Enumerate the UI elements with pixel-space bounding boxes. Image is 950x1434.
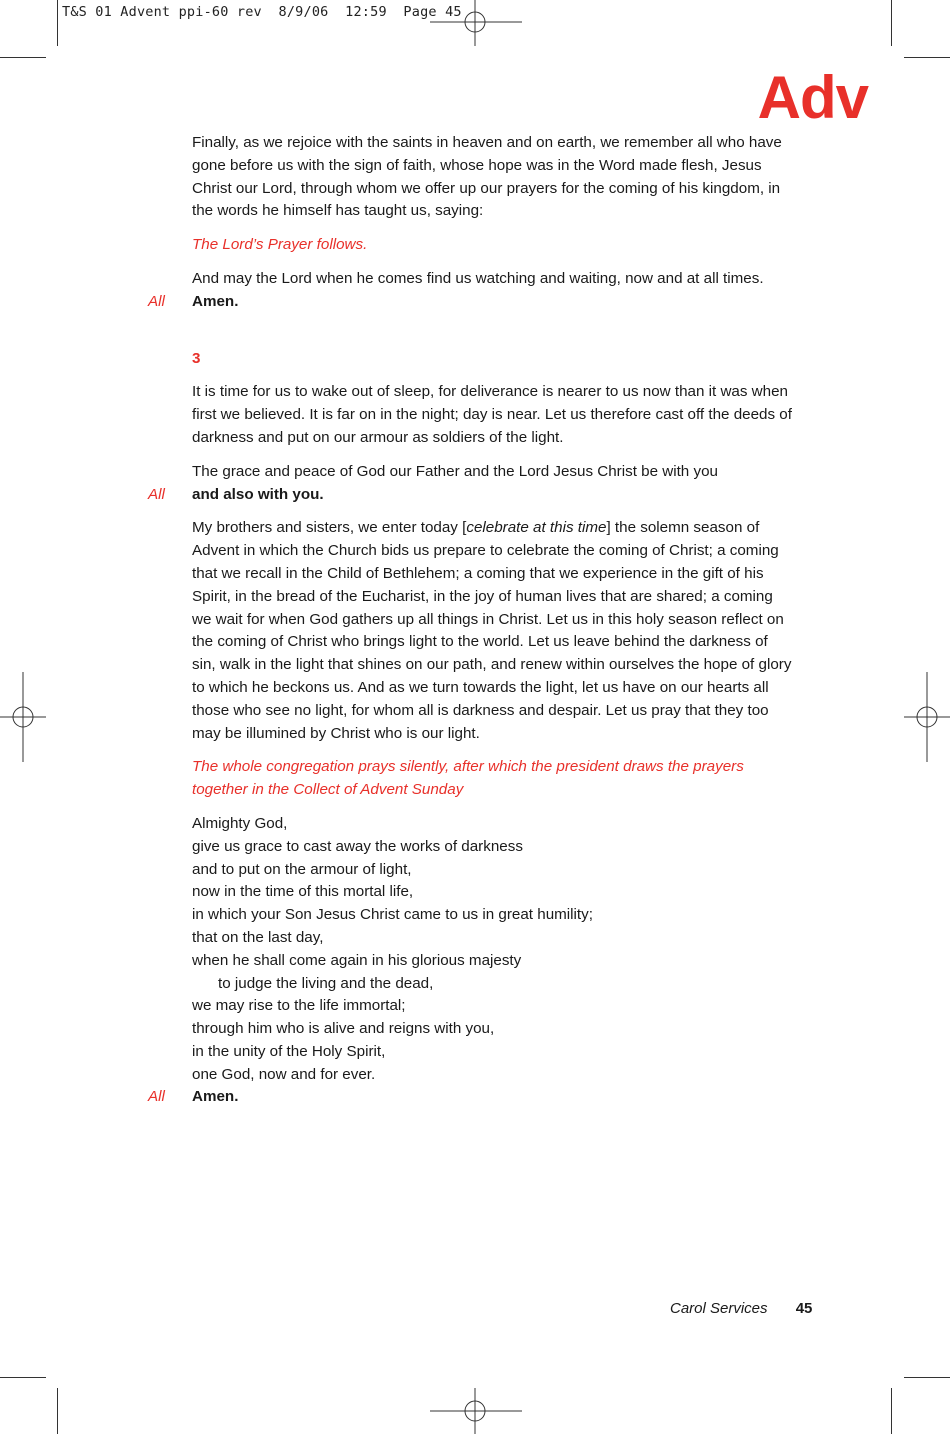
rubric-silent-prayer: The whole congregation prays silently, after which the president draws the prayers together in the Collect of Advent Sunday <box>192 758 744 799</box>
collect-line: we may rise to the life immortal; <box>192 997 406 1015</box>
main-text <box>148 132 792 1109</box>
collect-line: in the unity of the Holy Spirit, <box>192 1042 386 1060</box>
collect-line: one God, now and for ever. <box>192 1065 376 1083</box>
response-row <box>148 1086 792 1109</box>
all-label: All <box>148 292 165 310</box>
crop-mark <box>904 57 950 58</box>
rubric-lords-prayer: The Lord’s Prayer follows. <box>192 236 368 254</box>
footer-section-title: Carol Services <box>670 1300 768 1317</box>
wake-out-of-sleep-paragraph: It is time for us to wake out of sleep, for deliverance is nearer to us now than it was when first we believed. It is far on in the night; day is near. Let us therefore cast off the deeds of darkness and put on our armour as soldiers of the light. <box>192 383 792 446</box>
registration-mark-icon <box>904 672 950 762</box>
amen-response: Amen. <box>192 1088 239 1106</box>
collect-line: through him who is alive and reigns with you, <box>192 1020 495 1038</box>
crop-mark <box>0 1377 46 1378</box>
crop-mark <box>891 0 892 46</box>
italic-instruction: celebrate at this time <box>466 519 607 537</box>
may-the-lord-paragraph: And may the Lord when he comes find us watching and waiting, now and at all times. <box>192 269 764 287</box>
crop-mark <box>904 1377 950 1378</box>
collect-line: give us grace to cast away the works of darkness <box>192 837 523 855</box>
all-label: All <box>148 485 165 503</box>
registration-mark-icon <box>430 0 522 46</box>
registration-mark-icon <box>0 672 46 762</box>
intro-paragraph: Finally, as we rejoice with the saints in heaven and on earth, we remember all who have gone before us with the sign of faith, whose hope was in the Word made flesh, Jesus Christ our Lord, through whom we offer up our prayers for the coming of his kingdom, in the words he himself has taught us, saying: <box>192 134 782 220</box>
collect-line: Almighty God, <box>192 814 288 832</box>
amen-response: Amen. <box>192 292 239 310</box>
page-footer <box>670 1298 812 1320</box>
collect-line: when he shall come again in his glorious majesty <box>192 951 522 969</box>
response-row <box>148 484 792 507</box>
response-row <box>148 291 792 314</box>
collect <box>192 813 792 1087</box>
grace-response: and also with you. <box>192 485 324 503</box>
collect-line: in which your Son Jesus Christ came to us in great humility; <box>192 906 593 924</box>
all-label: All <box>148 1088 165 1106</box>
grace-greeting: The grace and peace of God our Father and the Lord Jesus Christ be with you <box>192 462 718 480</box>
brothers-and-sisters-paragraph <box>192 517 792 745</box>
crop-mark <box>57 0 58 46</box>
section-tab-advent: Adv <box>757 64 868 131</box>
collect-line: to judge the living and the dead, <box>218 974 434 992</box>
text-run: ] the solemn season of Advent in which the Church bids us prepare to celebrate the coming of Christ; a coming that we recall in the Child of Bethlehem; a coming that we experience in the gift of his Spirit, in the bread of the Eucharist, in the joy of human lives that are shared; a coming we wait for when God gathers up all things in Christ. Let us in this holy season reflect on the coming of Christ who brings light to the world. Let us leave behind the darkness of sin, walk in the light that shines on our path, and renew within ourselves the hope of glory to which he beckons us. And as we turn towards the light, let us have on our hearts all those who see no light, for whom all is darkness and despair. Let us pray that they too may be illumined by Christ who is our light. <box>192 519 792 742</box>
collect-line: that on the last day, <box>192 928 324 946</box>
crop-mark <box>0 57 46 58</box>
crop-mark <box>57 1388 58 1434</box>
registration-mark-icon <box>430 1388 522 1434</box>
printer-slug-line: T&S 01 Advent ppi-60 rev 8/9/06 12:59 Page 45 <box>62 4 462 20</box>
crop-mark <box>891 1388 892 1434</box>
collect-line: and to put on the armour of light, <box>192 860 412 878</box>
text-run: My brothers and sisters, we enter today [ <box>192 519 467 537</box>
collect-line: now in the time of this mortal life, <box>192 883 414 901</box>
section-number: 3 <box>192 349 201 367</box>
page-number: 45 <box>795 1300 813 1317</box>
